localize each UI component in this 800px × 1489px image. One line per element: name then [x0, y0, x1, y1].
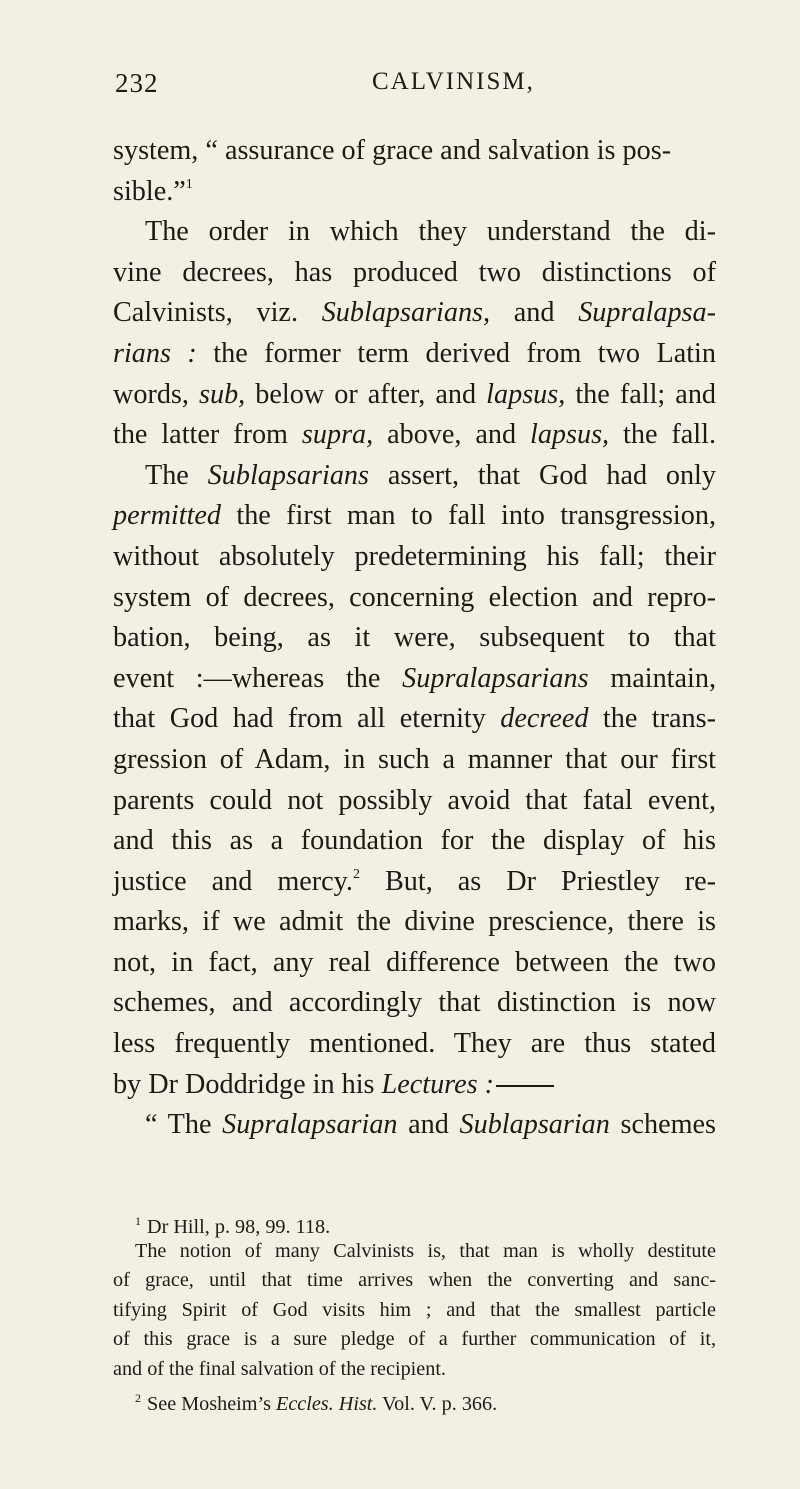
- footnote-line: and of the final salvation of the recipient.: [113, 1357, 446, 1380]
- text-line: by Dr Doddridge in his Lectures :: [113, 1065, 716, 1106]
- footnotes: [113, 1207, 716, 1414]
- italic-text: Supralapsarians: [402, 662, 589, 694]
- text-line: vine decrees, has produced two distinctions of: [113, 256, 716, 288]
- italic-text: Supralapsarian: [222, 1109, 398, 1141]
- footnote-marker: 2: [135, 1391, 141, 1405]
- footnote-ref: 2: [352, 866, 360, 882]
- italic-text: Sublapsarians,: [321, 297, 491, 329]
- page-header: [115, 68, 715, 108]
- em-rule: [496, 1085, 554, 1087]
- text-line: without absolutely predetermining his fall; their: [113, 540, 716, 572]
- footnote-line: of this grace is a sure pledge of a further communication of it,: [113, 1328, 716, 1350]
- text-line: parents could not possibly avoid that fatal event,: [113, 784, 716, 816]
- italic-text: Sublapsarian: [459, 1109, 610, 1141]
- footnote-ref: 1: [185, 176, 193, 192]
- italic-text: Lectures :: [381, 1068, 495, 1100]
- page-number: 232: [115, 68, 159, 98]
- text-line: that God had from all eternity decreed the trans-: [113, 703, 716, 735]
- footnote-line: The notion of many Calvinists is, that man is wholly destitute: [135, 1239, 716, 1262]
- text-line: rians : the former term derived from two Latin: [113, 337, 716, 369]
- italic-text: Eccles. Hist.: [275, 1393, 378, 1415]
- italic-text: lapsus,: [486, 378, 566, 410]
- italic-text: permitted: [113, 500, 222, 532]
- running-title: CALVINISM,: [372, 68, 535, 95]
- main-text: [113, 131, 716, 1146]
- text-line: schemes, and accordingly that distinction is now: [113, 987, 716, 1019]
- text-line: event :—whereas the Supralapsarians maintain,: [113, 662, 716, 694]
- italic-text: Sublapsarians: [207, 459, 369, 491]
- text-line: less frequently mentioned. They are thus stated: [113, 1028, 716, 1060]
- text-line: justice and mercy.$^2$ But, as Dr Priestley re-: [113, 865, 716, 897]
- footnote-line: $^1$ Dr Hill, p. 98, 99. 118.: [135, 1214, 331, 1238]
- text-line: system of decrees, concerning election and repro-: [113, 581, 716, 613]
- italic-text: sub,: [199, 378, 246, 410]
- text-line: sible.”$^1$: [113, 175, 193, 207]
- italic-text: supra,: [301, 419, 374, 451]
- text-line: gression of Adam, in such a manner that our first: [113, 743, 716, 775]
- footnote-line: of grace, until that time arrives when the converting and sanc-: [113, 1269, 716, 1291]
- footnote-line: tifying Spirit of God visits him ; and that the smallest particle: [113, 1298, 716, 1321]
- footnote-marker: 1: [135, 1214, 141, 1228]
- text-line: Calvinists, viz. Sublapsarians, and Supralapsa-: [113, 297, 717, 329]
- text-line: The Sublapsarians assert, that God had only: [145, 459, 716, 491]
- text-line: marks, if we admit the divine prescience, there is: [113, 906, 716, 938]
- text-line: system, “ assurance of grace and salvation is pos-: [113, 135, 672, 166]
- italic-text: rians :: [113, 337, 197, 369]
- footnote-line: $^2$ See Mosheim’s Eccles. Hist. Vol. V. p. 366.: [135, 1391, 498, 1415]
- text-line: bation, being, as it were, subsequent to that: [113, 622, 716, 654]
- text-line: words, sub, below or after, and lapsus, the fall; and: [113, 378, 717, 410]
- text-line: the latter from supra, above, and lapsus, the fall.: [113, 419, 716, 451]
- text-line: “ The Supralapsarian and Sublapsarian schemes: [145, 1109, 717, 1141]
- text-line: permitted the first man to fall into transgression,: [113, 500, 716, 532]
- italic-text: decreed: [500, 703, 589, 735]
- text-line: not, in fact, any real difference between the two: [113, 946, 716, 978]
- text-line: and this as a foundation for the display of his: [113, 825, 716, 857]
- text-line: The order in which they understand the di-: [145, 216, 716, 248]
- italic-text: lapsus,: [530, 419, 610, 451]
- italic-text: Supralapsa-: [578, 297, 717, 329]
